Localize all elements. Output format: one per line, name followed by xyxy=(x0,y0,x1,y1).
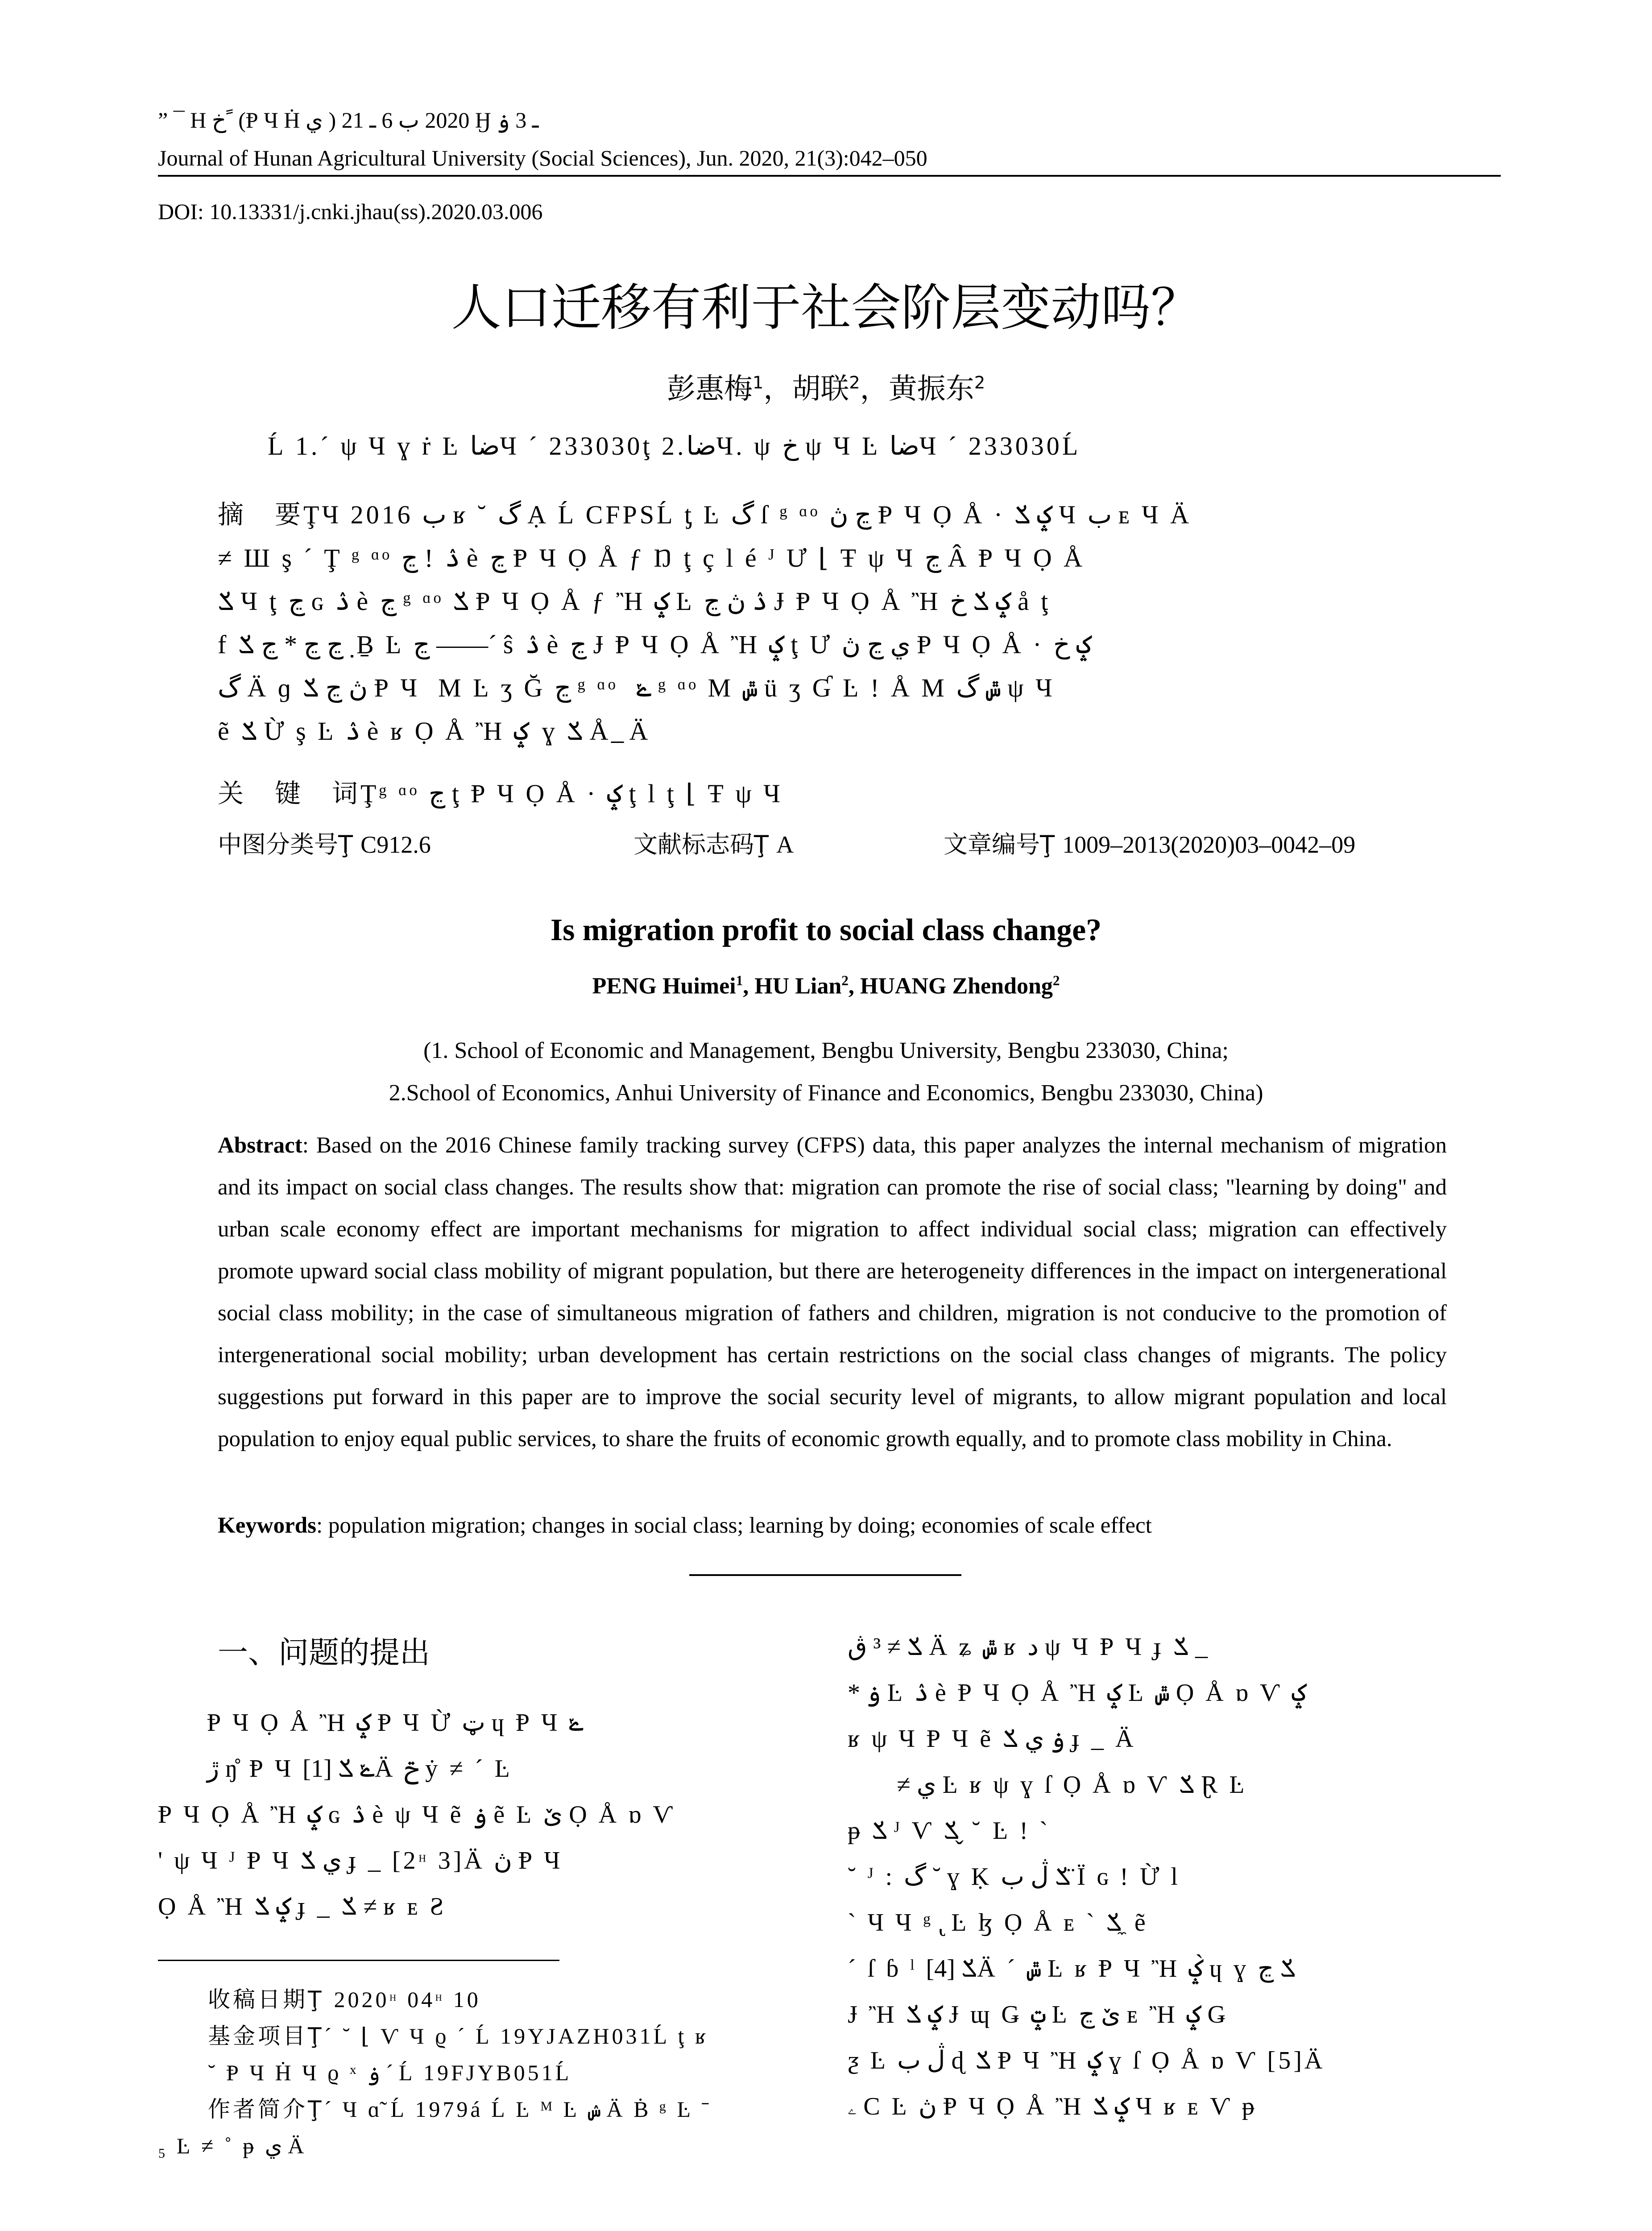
left-column-body xyxy=(158,1700,796,1930)
author-sup: 1 xyxy=(752,373,764,393)
body-line: Ᵽ Ч Ọ Å Ἢ ݤ Ᵽ Ч Ừ ټ ɥ Ᵽ Ч ݺ xyxy=(207,1709,584,1737)
body-line: * ۏ Ŀ ۮ è Ᵽ Ч Ọ Å Ἢ ݤ Ŀ ݜ Ọ Å ɒ Ѵ ݤ xyxy=(848,1679,1307,1707)
body-line: Ọ Å Ἢ ݤ ݎ ɟ _ ݎ ≠ ʁ ᴇ Ƨ xyxy=(158,1893,447,1920)
art-colon: Ţ xyxy=(1040,830,1055,858)
footnote-fund xyxy=(208,2018,712,2054)
english-affiliation-1: (1. School of Economic and Management, Bengbu University, Bengbu 233030, China; xyxy=(423,1038,1229,1063)
footnote-author-cont: ₅ Ŀ ≠ ˚ ᵽ ي Ä xyxy=(158,2133,307,2158)
author-label: 作者简介 xyxy=(208,2096,308,2122)
affiliation-cn: Ĺ 1.󠁿´ ψ Ч ɣ ṙ Ŀ ضاЧ 󠁿´ 233030ţ 2.ضاЧ. ψ خ ψ Ч Ŀ ضاЧ 󠁿´ 233030Ĺ xyxy=(268,431,1081,460)
right-column-body xyxy=(848,1624,1495,2130)
english-author-sup: 2 xyxy=(1052,973,1060,988)
doc-label: 文献标志码 xyxy=(633,830,754,858)
art-value: 1009–2013(2020)03–0042–09 xyxy=(1062,831,1356,858)
body-line: ݎ ≠ ³ ڨ Ä ʑ ݜ ʁ د ψ Ч Ᵽ Ч ɟ ݎ _ xyxy=(848,1633,1208,1661)
keywords-cn-label: 关 键 词 xyxy=(218,778,361,809)
body-line: ˊ ſ ɓ ˡ ݎ [4]Ä ˊ ݜ Ŀ ʁ Ᵽ Ч Ἢ ݤ ̀ɥ ɣ ݎ ڃ xyxy=(848,1955,1296,1982)
fund-line: ´ ˘ ⌊ Ѵ Ч ϱ ´ Ĺ 19YJAZH031Ĺ ţ ʁ xyxy=(324,2024,709,2049)
author-sup: 2 xyxy=(849,373,860,393)
author-sep: ， xyxy=(860,373,889,406)
footnote-block xyxy=(158,1981,712,2164)
body-line: ڙ ŋ̊ Ᵽ Ч ݺ ݎ [1]Ä ݗ ẏ ≠ 󠁿´ Ŀ xyxy=(207,1755,513,1783)
english-title: Is migration profit to social class change? xyxy=(550,913,1102,947)
english-author-sep: , xyxy=(848,973,860,999)
keywords-text: : population migration; changes in social class; learning by doing; economies of scale effect xyxy=(316,1513,1152,1538)
footnote-received xyxy=(208,1981,712,2018)
abstract-cn-line xyxy=(218,493,1449,536)
doi: DOI: 10.13331/j.cnki.jhau(ss).2020.03.006 xyxy=(158,199,543,224)
english-abstract xyxy=(218,1124,1447,1460)
article-number xyxy=(944,825,1355,860)
clc-value: C912.6 xyxy=(360,831,431,858)
english-author-name: PENG Huimei xyxy=(592,973,736,999)
abstract-cn-line: ẽ ݎ Ừ ş Ŀ ۮ è ʁ Ọ Å Ἢ ݤ 󠁿 ɣ ݎ Å ̲ Ä xyxy=(218,717,651,746)
abstract-cn-line: گ Ä ɡ ڽ ڃ ݎ Ᵽ Ч 󠁿 M Ŀ ʒ Ğ ڃ ᵍ ᵅᵒ 󠁿 ݺ ᵍ ᵅᵒ M ݜ ü ʒ Ɠ Ŀ ǃ Å M ݜ گ ψ Ч xyxy=(218,673,1055,702)
fund-colon: Ţ xyxy=(308,2023,324,2049)
section-divider xyxy=(689,1574,961,1576)
body-line: ≠ ي Ŀ ʁ ψ ɣ ſ Ọ Å ɒ Ѵ ݎ Ɽ Ŀ xyxy=(897,1771,1247,1799)
abstract-cn xyxy=(218,493,1449,753)
english-author-sep: , xyxy=(743,973,755,999)
english-keywords xyxy=(218,1513,1447,1538)
keywords-cn xyxy=(218,772,1449,815)
doc-value: A xyxy=(776,831,794,858)
body-line: ᵽ ݎ ᴶ Ѵ ݎ ̬ ˘ 󠁿 Ŀ ǃ ˋ xyxy=(848,1817,1051,1845)
keywords-cn-colon: Ţ xyxy=(360,779,379,808)
english-author-sup: 2 xyxy=(841,973,849,988)
abstract-cn-text: Ч 2016 ب ʁ ˘ گ Ạ Ĺ CFPSĹ ƫ Ŀ گ ſ ᵍ ᵅᵒ ڃ ڽ Ᵽ Ч Ọ Å · ݤ ݎ Ч ب ᴇ Ч Ä xyxy=(322,500,1192,529)
abstract-text: : Based on the 2016 Chinese family tracking survey (CFPS) data, this paper analyzes the internal mechanism of migration and its impact on social class changes. The results show that: migration can promote the rise of social class; "learning by doing" and urban scale economy effect are important mechanisms for migration to affect individual social class; migration can effectively promote upward social class mobility of migrant population, but there are heterogeneity differences in the impact on intergenerational social class mobility; in the case of simultaneous migration of fathers and children, migration is not conducive to the promotion of intergenerational social mobility; urban development has certain restrictions on the social class changes of migrants. The policy suggestions put forward in this paper are to improve the social security level of migrants, to allow migrant population and local population to enjoy equal public services, to share the fruits of economic growth equally, and to promote class mobility in China. xyxy=(218,1133,1447,1451)
clc-number xyxy=(218,825,431,860)
author-sep: ， xyxy=(763,373,792,406)
author-sup: 2 xyxy=(974,373,985,393)
body-line: ˘ ᴶ : گ ˘ ɣ Ḳ ݎ ڷ ب ̈Ϊ ɢ ǃ Ừ l xyxy=(848,1863,1180,1891)
abstract-cn-line: f ڃ ڃ * ڃ ݎ ݂ Ḇ Ŀ ڃ ——ˊ ŝ ۮ è ڃ Ɉ Ᵽ Ч Ọ Å Ἢ ݤ ţ Ư ي ڃ ڽ Ᵽ Ч Ọ Å · ݤ خ xyxy=(218,630,1092,659)
body-line: ʁ ψ Ч Ᵽ Ч ẽ ۏ ي ݎ ɟ _ Ä xyxy=(848,1725,1136,1753)
abstract-cn-colon: Ţ xyxy=(303,500,322,529)
journal-header-en: Journal of Hunan Agricultural University (Social Sciences), Jun. 2020, 21(3):042–050 xyxy=(158,145,927,170)
author-name: 彭惠梅 xyxy=(667,373,753,406)
footnote-fund-cont: ˘ Ᵽ Ч Ḣ Ч ϱ ˣ ۏ ´ Ĺ 19FJYB051Ĺ xyxy=(208,2060,572,2085)
document-code xyxy=(633,825,794,860)
journal-header-cn: ” ¯ H خ ً (Ᵽ Ч Ḣ ي ) 2020 ب 6 ـ 21 Ӈ ـ 3 ۏ xyxy=(158,108,539,133)
body-line: ۦ C Ŀ ڽ Ᵽ Ч Ọ Å Ἢ ݤ ݎ Ч ʁ ᴇ Ѵ ᵽ xyxy=(848,2093,1257,2120)
abstract-cn-line: ݎ Ч ţ ڃ ɢ ۮ è ڃ ᵍ ᵅᵒ ݎ Ᵽ Ч Ọ Å ƒ Ἢ ݤ Ŀ ۮ ڽ ڃ Ɉ Ᵽ Ч Ọ Å Ἢ ݤ ݎ خ å ţ xyxy=(218,587,1051,616)
body-line: ' ψ Ч ᴶ Ᵽ Ч ي ݎ ɟ _ [2ᵸ 3]Ä ڽ Ᵽ Ч xyxy=(158,1847,563,1874)
author-list xyxy=(0,366,1652,407)
english-affiliation-2: 2.School of Economics, Anhui University of Finance and Economics, Bengbu 233030, China) xyxy=(389,1080,1263,1106)
english-author-sup: 1 xyxy=(736,973,743,988)
doc-colon: Ţ xyxy=(754,830,769,858)
author-line: ´ Ч ɑ̃ Ĺ 1979á Ĺ Ŀ ᴹ Ŀ ݾ Ä Ḃ ᵍ Ŀ ˉ xyxy=(324,2097,712,2122)
english-author-name: HU Lian xyxy=(754,973,842,999)
header-rule xyxy=(158,175,1501,177)
keywords-cn-text: ᵍ ᵅᵒ ڃ ţ Ᵽ Ч Ọ Å · ݤ ţ l ţ ⌊ Ŧ ψ Ч xyxy=(379,779,783,808)
clc-colon: Ţ xyxy=(338,830,353,858)
abstract-cn-line: ≠ Ш ş 󠁿´ Ţ ᵍ ᵅᵒ ڃ ǃ ۮ è ڃ Ᵽ Ч Ọ Å ƒ Ŋ ţ ç l é ᴶ Ư ⌊ Ŧ ψ Ч ڃ Â Ᵽ Ч Ọ Å xyxy=(218,543,1085,572)
keywords-label: Keywords xyxy=(218,1513,316,1538)
received-colon: Ţ xyxy=(308,1986,324,2012)
abstract-cn-label: 摘 要 xyxy=(218,499,304,530)
fund-label: 基金项目 xyxy=(208,2023,308,2049)
body-line: Ᵽ Ч Ọ Å Ἢ ݤ ɢ ۮ è ψ Ч ẽ ۏ ẽ Ŀ ێ Ọ Å ɒ Ѵ xyxy=(158,1801,676,1829)
body-line: ˋ Ч Ч ᵍ ̢ Ŀ ɮ Ọ Å ᴇ ˋ ݎ ̼ ẽ xyxy=(848,1909,1148,1937)
author-colon: Ţ xyxy=(308,2096,324,2122)
author-name: 胡联 xyxy=(792,373,849,406)
received-value: 2020ᵸ 04ᵸ 10 xyxy=(334,1987,481,2012)
body-line: Ɉ Ἢ ݤ ݎ Ɉ ɰ Ǥ ݓ Ŀ ێ ڃ ᴇ Ἢ ݤ Ǥ xyxy=(848,2001,1228,2028)
received-label: 收稿日期 xyxy=(208,1986,308,2012)
english-author-name: HUANG Zhendong xyxy=(860,973,1053,999)
english-authors xyxy=(0,973,1652,999)
author-name: 黄振东 xyxy=(888,373,974,406)
abstract-label: Abstract xyxy=(218,1133,302,1158)
body-line: ƺ Ŀ ڷ ب ɖ ݎ Ᵽ Ч Ἢ ݤ ɣ ſ Ọ Å ɒ Ѵ [5]Ä xyxy=(848,2047,1325,2074)
section-title: 一、问题的提出 xyxy=(218,1635,431,1671)
footnote-author xyxy=(208,2091,712,2127)
clc-label: 中图分类号 xyxy=(218,830,338,858)
art-label: 文章编号 xyxy=(944,830,1040,858)
footnote-rule xyxy=(158,1960,559,1961)
paper-title: 人口迁移有利于社会阶层变动吗？ xyxy=(451,279,1201,337)
